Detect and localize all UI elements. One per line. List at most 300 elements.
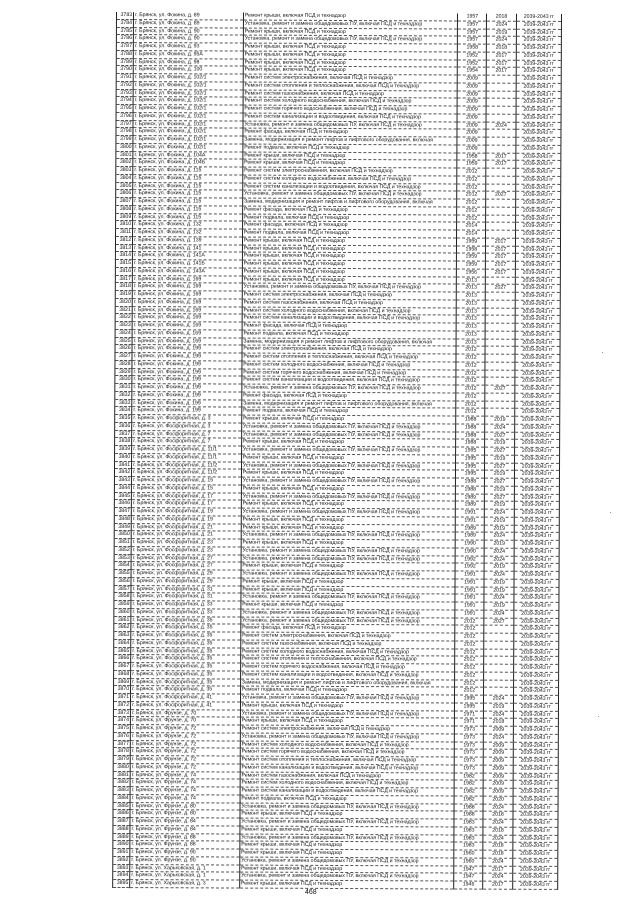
last-repair-cell: 2017 xyxy=(487,52,516,60)
last-repair-cell xyxy=(485,346,514,354)
service-cell: Установка, ремонт и замена общедомовых ПУ, включая ПСД и технадзор xyxy=(241,617,455,626)
year-built-cell: 1992 xyxy=(455,563,484,571)
row-number: 3830 xyxy=(115,376,132,384)
row-number: 3864 xyxy=(114,639,131,647)
address-cell: г. Брянск, ул. Фрунзе, д. 74 xyxy=(130,787,240,795)
year-built-cell: 2014 xyxy=(457,222,486,230)
plan-period-cell: 2039-2043 гг xyxy=(512,850,557,858)
service-cell: Ремонт крыши, включая ПСД и технадзор xyxy=(243,152,457,161)
plan-period-cell: 2039-2043 гг xyxy=(514,470,559,478)
last-repair-cell: 2017 xyxy=(486,261,515,269)
service-cell: Установка, ремонт и замена общедомовых ПУ, включая ПСД и технадзор xyxy=(241,493,455,502)
service-cell: Ремонт крыши, включая ПСД и технадзор xyxy=(240,865,454,874)
last-repair-cell: 2024 xyxy=(485,424,514,432)
year-built-cell: 1995 xyxy=(456,462,485,470)
service-cell: Установка, ремонт и замена общедомовых ПУ, включая ПСД и технадзор xyxy=(240,694,454,703)
plan-period-cell: 2039-2043 гг xyxy=(516,153,561,161)
year-built-cell: 1991 xyxy=(455,579,484,587)
row-number: 3811 xyxy=(116,229,133,237)
last-repair-cell: 2017 xyxy=(483,866,512,874)
service-cell: Замена, модернизация и ремонт лифтов и лифтового оборудования, включая xyxy=(243,136,457,145)
service-cell: Ремонт крыши, включая ПСД и технадзор xyxy=(242,245,456,254)
row-number: 3849 xyxy=(114,523,131,531)
service-cell: Установка, ремонт и замена общедомовых ПУ, включая ПСД и технадзор xyxy=(240,857,454,866)
last-repair-cell: 2024 xyxy=(485,532,514,540)
service-cell: Ремонт крыши, включая ПСД и технадзор xyxy=(240,841,454,850)
plan-period-cell: 2039-2043 гг xyxy=(516,75,561,83)
year-built-cell: 1957 xyxy=(458,21,487,29)
row-number: 3794 xyxy=(116,97,133,105)
last-repair-cell: 2024 xyxy=(487,21,516,29)
plan-period-cell: 2039-2043 гг xyxy=(513,780,558,788)
last-repair-cell: 2009 xyxy=(484,726,513,734)
year-built-cell: 2012 xyxy=(455,641,484,649)
last-repair-cell xyxy=(486,222,515,230)
service-cell: Ремонт систем электроснабжения, включая ПСД и технадзор xyxy=(240,725,454,734)
address-cell: г. Брянск, ул. Фокина, д. 132 xyxy=(133,221,243,229)
year-built-cell: 1991 xyxy=(455,602,484,610)
address-cell: г. Брянск, ул. Фосфоритная, д. 17 xyxy=(131,492,241,500)
last-repair-cell xyxy=(487,98,516,106)
address-cell: г. Брянск, ул. Фрунзе, д. 80 xyxy=(130,810,240,818)
row-number: 3895 xyxy=(113,879,130,887)
service-cell: Установка, ремонт и замена общедомовых ПУ, включая ПСД и технадзор xyxy=(243,20,457,29)
capital-repair-register-table xyxy=(112,12,562,890)
service-cell: Ремонт крыши, включая ПСД и технадзор xyxy=(240,810,454,819)
year-built-cell: 1959 xyxy=(457,253,486,261)
last-repair-cell: 2009 xyxy=(484,749,513,757)
row-number: 3819 xyxy=(115,290,132,298)
plan-period-cell: 2039-2043 гг xyxy=(514,571,559,579)
year-built-cell: 2012 xyxy=(457,207,486,215)
last-repair-cell: 2018 xyxy=(487,14,516,21)
year-built-cell: 2013 xyxy=(457,292,486,300)
row-number: 3862 xyxy=(114,624,131,632)
year-built-cell: 1988 xyxy=(456,478,485,486)
service-cell: Ремонт крыши, включая ПСД и технадзор xyxy=(240,849,454,858)
service-cell: Ремонт крыши, включая ПСД и технадзор xyxy=(243,66,457,75)
plan-period-cell: 2039-2043 гг xyxy=(516,83,561,91)
last-repair-cell: 2019 xyxy=(485,517,514,525)
row-number: 3826 xyxy=(115,345,132,353)
address-cell: г. Брянск, ул. Фосфоритная, д. 35 xyxy=(131,624,241,632)
address-cell: г. Брянск, ул. Фосфоритная, д. 17 xyxy=(131,500,241,508)
row-number: 3788 xyxy=(116,50,133,58)
address-cell: г. Брянск, ул. Фосфоритная, д. 21 xyxy=(131,523,241,531)
service-cell: Ремонт крыши, включая ПСД и технадзор xyxy=(242,237,456,246)
row-number: 3816 xyxy=(115,267,132,275)
plan-period-cell: 2039-2043 гг xyxy=(514,556,559,564)
address-cell: г. Брянск, ул. Фосфоритная, д. 35 xyxy=(131,655,241,663)
row-number: 3890 xyxy=(113,841,130,849)
last-repair-cell: 2020 xyxy=(484,796,513,804)
last-repair-cell: 2027 xyxy=(484,618,513,626)
service-cell: Ремонт крыши, включая ПСД и технадзор xyxy=(243,159,457,168)
service-cell: Ремонт систем газоснабжения, включая ПСД и технадзор xyxy=(241,640,455,649)
row-number: 3837 xyxy=(115,430,132,438)
address-cell: г. Брянск, ул. Фосфоритная, д. 31 xyxy=(131,593,241,601)
plan-period-cell: 2039-2043 гг xyxy=(515,176,560,184)
row-number: 3871 xyxy=(113,693,130,701)
address-cell: г. Брянск, ул. Фосфоритная, д. 29 xyxy=(131,570,241,578)
service-cell: Ремонт крыши, включая ПСД и технадзор xyxy=(243,13,457,21)
address-cell: г. Брянск, ул. Фрунзе, д. 90 xyxy=(130,849,240,857)
address-cell: г. Брянск, ул. Фосфоритная, д. 35 xyxy=(131,632,241,640)
year-built-cell: 2012 xyxy=(455,625,484,633)
year-built-cell: 2009 xyxy=(457,106,486,114)
last-repair-cell: 2024 xyxy=(487,36,516,44)
row-number: 3855 xyxy=(114,569,131,577)
service-cell: Ремонт крыши, включая ПСД и технадзор xyxy=(240,717,454,726)
plan-period-cell: 2039-2043 гг xyxy=(516,129,561,137)
service-cell: Ремонт систем горячего водоснабжения, включая ПСД и технадзор xyxy=(240,748,454,757)
plan-period-cell: 2039-2043 гг xyxy=(515,222,560,230)
row-number: 3874 xyxy=(113,717,130,725)
last-repair-cell: 2019 xyxy=(484,703,513,711)
row-number: 3856 xyxy=(114,577,131,585)
last-repair-cell: 2019 xyxy=(485,525,514,533)
service-cell: Ремонт крыши, включая ПСД и технадзор xyxy=(241,524,455,533)
plan-period-cell: 2039-2043 гг xyxy=(516,29,561,37)
address-cell: г. Брянск, ул. Фокина, д. 169 xyxy=(132,298,242,306)
address-cell: г. Брянск, ул. Фосфоритная, д. 35 xyxy=(131,678,241,686)
row-number: 3851 xyxy=(114,538,131,546)
address-cell: г. Брянск, ул. Фосфоритная, д. 33 xyxy=(131,608,241,616)
last-repair-cell: 2024 xyxy=(485,509,514,517)
row-number: 3786 xyxy=(116,35,133,43)
row-number: 3784 xyxy=(116,19,133,27)
last-repair-cell: 2018 xyxy=(487,44,516,52)
year-built-cell: 1973 xyxy=(455,726,484,734)
last-repair-cell: 2019 xyxy=(485,563,514,571)
address-cell: г. Брянск, ул. Фрунзе, д. 74 xyxy=(130,794,240,802)
plan-period-cell: 2039-2043 гг xyxy=(514,432,559,440)
year-built-cell: 2012 xyxy=(455,648,484,656)
address-cell: г. Брянск, ул. Фокина, д. 132 xyxy=(133,229,243,237)
last-repair-cell: 2018 xyxy=(483,850,512,858)
plan-period-cell: 2039-2043 гг xyxy=(516,36,561,44)
plan-period-cell: 2039-2043 гг xyxy=(513,819,558,827)
plan-period-cell: 2039-2043 гг xyxy=(513,726,558,734)
last-repair-cell xyxy=(486,145,515,153)
year-built-cell: 1995 xyxy=(456,470,485,478)
year-built-cell: 2013 xyxy=(456,323,485,331)
service-cell: Установка, ремонт и замена общедомовых ПУ, включая ПСД и технадзор xyxy=(243,35,457,44)
service-cell: Ремонт систем электроснабжения, включая ПСД и технадзор xyxy=(242,291,456,300)
plan-period-cell: 2039-2043 гг xyxy=(514,540,559,548)
year-built-cell: 2012 xyxy=(455,679,484,687)
year-built-cell: 1956 xyxy=(457,269,486,277)
service-cell: Ремонт систем канализации и водоотведения, включая ПСД и технадзор xyxy=(240,787,454,796)
address-cell: г. Брянск, ул. Фокина, д. 102/1 xyxy=(133,81,243,89)
row-number: 3844 xyxy=(114,484,131,492)
last-repair-cell xyxy=(484,687,513,695)
service-cell: Ремонт систем электроснабжения, включая ПСД и технадзор xyxy=(243,74,457,83)
last-repair-cell: 2018 xyxy=(483,811,512,819)
year-built-cell: 2009 xyxy=(457,137,486,145)
address-cell: г. Брянск, ул. Фрунзе, д. 72 xyxy=(130,740,240,748)
address-cell: г. Брянск, ул. Фокина, д. 199 xyxy=(132,360,242,368)
plan-period-cell: 2039-2043 гг xyxy=(513,835,558,843)
last-repair-cell: 2024 xyxy=(484,711,513,719)
service-cell: Ремонт систем холодного водоснабжения, включая ПСД и технадзор xyxy=(240,779,454,788)
year-built-cell: 2012 xyxy=(457,199,486,207)
address-cell: г. Брянск, ул. Фосфоритная, д. 15 xyxy=(132,477,242,485)
service-cell: Ремонт фасада, включая ПСД и технадзор xyxy=(242,206,456,215)
year-built-cell: 1989 xyxy=(456,493,485,501)
scan-speck xyxy=(602,352,603,353)
row-number: 3847 xyxy=(114,507,131,515)
service-cell: Замена, модернизация и ремонт лифтов и лифтового оборудования, включая xyxy=(242,338,456,347)
year-built-cell: 1995 xyxy=(455,703,484,711)
address-cell: г. Брянск, ул. Фрунзе, д. 70 xyxy=(131,709,241,717)
row-number: 3878 xyxy=(113,748,130,756)
year-built-cell: 2012 xyxy=(456,408,485,416)
address-cell: г. Брянск, ул. Фокина, д. 169 xyxy=(132,291,242,299)
row-number: 3796 xyxy=(116,112,133,120)
plan-period-cell: 2039-2043 гг xyxy=(515,323,560,331)
year-built-cell: 1957 xyxy=(458,13,487,20)
address-cell: г. Брянск, ул. Фрунзе, д. 70 xyxy=(131,717,241,725)
row-number: 3832 xyxy=(115,391,132,399)
row-number: 3863 xyxy=(114,631,131,639)
year-built-cell: 1983 xyxy=(454,827,483,835)
year-built-cell: 2012 xyxy=(457,168,486,176)
year-built-cell: 2009 xyxy=(457,90,486,98)
scan-speck xyxy=(598,716,599,717)
row-number: 3887 xyxy=(113,817,130,825)
year-built-cell: 1958 xyxy=(458,44,487,52)
plan-period-cell: 2039-2043 гг xyxy=(515,269,560,277)
service-cell: Ремонт систем газоснабжения, включая ПСД и технадзор xyxy=(242,299,456,308)
plan-period-cell: 2039-2043 гг xyxy=(515,277,560,285)
last-repair-cell: 2019 xyxy=(487,29,516,37)
service-cell: Ремонт систем электроснабжения, включая ПСД и технадзор xyxy=(242,345,456,354)
year-built-cell: 2012 xyxy=(455,617,484,625)
address-cell: г. Брянск, ул. Фосфоритная, д. 15 xyxy=(132,484,242,492)
plan-period-cell: 2039-2043 гг xyxy=(514,455,559,463)
year-built-cell: 1973 xyxy=(455,741,484,749)
address-cell: г. Брянск, ул. Фокина, д. 199 xyxy=(132,353,242,361)
row-number: 3820 xyxy=(115,298,132,306)
row-number: 3783 xyxy=(116,12,133,19)
year-built-cell: 1991 xyxy=(455,586,484,594)
address-cell: г. Брянск, ул. Фокина, д. 199 xyxy=(132,368,242,376)
plan-period-cell: 2039-2043 гг xyxy=(515,191,560,199)
year-built-cell: 1958 xyxy=(457,245,486,253)
row-number: 3853 xyxy=(114,554,131,562)
last-repair-cell xyxy=(486,323,515,331)
last-repair-cell xyxy=(484,680,513,688)
service-cell: Установка, ремонт и замена общедомовых ПУ, включая ПСД и технадзор xyxy=(241,547,455,556)
address-cell: г. Брянск, ул. Фокина, д. 169 xyxy=(132,314,242,322)
last-repair-cell xyxy=(485,401,514,409)
year-built-cell: 2012 xyxy=(456,346,485,354)
address-cell: г. Брянск, ул. Фокина, д. 102/1 xyxy=(133,120,243,128)
row-number: 3883 xyxy=(113,786,130,794)
row-number: 3798 xyxy=(116,128,133,136)
year-built-cell: 1954 xyxy=(458,67,487,75)
year-built-cell: 1947 xyxy=(454,865,483,873)
last-repair-cell: 2017 xyxy=(486,160,515,168)
address-cell: г. Брянск, ул. Фосфоритная, д. 19 xyxy=(131,508,241,516)
year-built-cell: 2009 xyxy=(457,114,486,122)
year-built-cell: 1988 xyxy=(456,439,485,447)
year-built-cell: 1959 xyxy=(457,238,486,246)
year-built-cell: 1995 xyxy=(456,447,485,455)
row-number: 3866 xyxy=(114,655,131,663)
service-cell: Ремонт крыши, включая ПСД и технадзор xyxy=(240,702,454,711)
service-cell: Установка, ремонт и замена общедомовых ПУ, включая ПСД и технадзор xyxy=(240,733,454,742)
row-number: 3894 xyxy=(113,872,130,880)
last-repair-cell xyxy=(486,331,515,339)
service-cell: Замена, модернизация и ремонт лифтов и лифтового оборудования, включая xyxy=(242,198,456,207)
year-built-cell: 2013 xyxy=(457,284,486,292)
plan-period-cell: 2039-2043 гг xyxy=(514,610,559,618)
row-number: 3833 xyxy=(115,399,132,407)
service-cell: Ремонт крыши, включая ПСД и технадзор xyxy=(241,454,455,463)
row-number: 3797 xyxy=(116,120,133,128)
service-cell: Установка, ремонт и замена общедомовых ПУ, включая ПСД и технадзор xyxy=(241,555,455,564)
year-built-cell: 1989 xyxy=(456,501,485,509)
plan-period-cell: 2039-2043 гг xyxy=(513,742,558,750)
service-cell: Ремонт систем электроснабжения, включая ПСД и технадзор xyxy=(243,167,457,176)
service-cell: Ремонт систем канализации и водоотведения, включая ПСД и технадзор xyxy=(240,671,454,680)
address-cell: г. Брянск, ул. Фосфоритная, д. 35 xyxy=(131,647,241,655)
service-cell: Ремонт крыши, включая ПСД и технадзор xyxy=(243,59,457,68)
last-repair-cell: 2024 xyxy=(484,610,513,618)
last-repair-cell: 2019 xyxy=(485,439,514,447)
year-built-cell: 1947 xyxy=(454,873,483,881)
row-number: 3818 xyxy=(115,283,132,291)
last-repair-cell: 2027 xyxy=(485,447,514,455)
plan-period-cell: 2039-2043 гг xyxy=(514,416,559,424)
last-repair-cell xyxy=(487,91,516,99)
plan-period-cell: 2039-2043 гг xyxy=(515,354,560,362)
year-built-cell: 2014 xyxy=(457,230,486,238)
address-cell: г. Брянск, ул. Фокина, д. 98 xyxy=(133,58,243,66)
row-number: 3848 xyxy=(114,515,131,523)
plan-period-cell: 2039-2043 гг xyxy=(515,370,560,378)
last-repair-cell xyxy=(484,656,513,664)
service-cell: Ремонт систем газоснабжения, включая ПСД и технадзор xyxy=(240,772,454,781)
plan-period-cell: 2039-2043 гг xyxy=(513,703,558,711)
address-cell: г. Брянск, ул. Фокина, д. 115 xyxy=(133,190,243,198)
plan-period-cell: 2039-2043 гг xyxy=(516,98,561,106)
last-repair-cell xyxy=(486,184,515,192)
service-cell: Замена, модернизация и ремонт лифтов и лифтового оборудования, включая xyxy=(242,400,456,409)
plan-period-cell: 2039-2043 гг xyxy=(514,509,559,517)
last-repair-cell: 2019 xyxy=(485,416,514,424)
address-cell: г. Брянск, ул. Фокина, д. 141А xyxy=(133,252,243,260)
last-repair-cell: 2017 xyxy=(486,238,515,246)
plan-period-cell: 2039-2043 гг xyxy=(513,718,558,726)
plan-period-cell: 2039-2043 гг xyxy=(513,625,558,633)
address-cell: г. Брянск, ул. Фокина, д. 115 xyxy=(133,167,243,175)
row-number: 3865 xyxy=(114,647,131,655)
plan-period-cell: 2039-2043 гг xyxy=(512,858,557,866)
year-built-cell: 1995 xyxy=(455,695,484,703)
year-built-cell: 1971 xyxy=(455,718,484,726)
row-number: 3846 xyxy=(114,500,131,508)
row-number: 3787 xyxy=(116,43,133,51)
row-number: 3850 xyxy=(114,531,131,539)
service-cell: Ремонт систем горячего водоснабжения, включая ПСД и технадзор xyxy=(242,369,456,378)
address-cell: г. Брянск, ул. Фосфоритная, д. 21 xyxy=(131,531,241,539)
year-built-cell: 2013 xyxy=(456,331,485,339)
last-repair-cell: 2018 xyxy=(484,718,513,726)
last-repair-cell xyxy=(485,408,514,416)
plan-period-cell: 2039-2043 гг xyxy=(515,215,560,223)
service-cell: Ремонт систем холодного водоснабжения, включая ПСД и технадзор xyxy=(243,97,457,106)
year-built-cell: 1983 xyxy=(454,834,483,842)
last-repair-cell: 2024 xyxy=(484,594,513,602)
plan-period-cell: 2039-2043 гг xyxy=(514,463,559,471)
plan-period-cell: 2039-2043 гг xyxy=(515,184,560,192)
plan-period-cell: 2039-2043 гг xyxy=(514,501,559,509)
service-cell: Ремонт крыши, включая ПСД и технадзор xyxy=(242,415,456,424)
plan-period-cell: 2039-2043 гг xyxy=(514,478,559,486)
plan-period-cell: 2039-2043 гг xyxy=(514,525,559,533)
address-cell: г. Брянск, ул. Фрунзе, д. 74 xyxy=(130,771,240,779)
last-repair-cell: 2027 xyxy=(486,284,515,292)
last-repair-cell xyxy=(486,207,515,215)
service-cell: Ремонт подвала, включая ПСД и технадзор xyxy=(243,144,457,153)
service-cell: Ремонт систем газоснабжения, включая ПСД и технадзор xyxy=(243,90,457,99)
service-cell: Ремонт систем холодного водоснабжения, включая ПСД и технадзор xyxy=(240,741,454,750)
row-number: 3885 xyxy=(113,802,130,810)
row-number: 3854 xyxy=(114,562,131,570)
service-cell: Ремонт систем канализации и водоотведения, включая ПСД и технадзор xyxy=(243,113,457,122)
last-repair-cell: 2024 xyxy=(484,695,513,703)
row-number: 3880 xyxy=(113,763,130,771)
year-built-cell: 1960 xyxy=(454,850,483,858)
plan-period-cell: 2039-2043 гг xyxy=(514,548,559,556)
service-cell: Ремонт крыши, включая ПСД и технадзор xyxy=(241,586,455,595)
last-repair-cell: 2024 xyxy=(484,734,513,742)
plan-period-cell: 2039-2043 гг xyxy=(513,796,558,804)
last-repair-cell: 2009 xyxy=(484,765,513,773)
row-number: 3790 xyxy=(116,66,133,74)
service-cell: Установка, ремонт и замена общедомовых ПУ, включая ПСД и технадзор xyxy=(240,803,454,812)
plan-period-cell: 2039-2043 гг xyxy=(514,532,559,540)
service-cell: Ремонт крыши, включая ПСД и технадзор xyxy=(243,43,457,52)
plan-period-cell: 2039-2043 гг xyxy=(513,749,558,757)
address-cell: г. Брянск, ул. Фосфоритная, д. 27 xyxy=(131,562,241,570)
service-cell: Ремонт крыши, включая ПСД и технадзор xyxy=(241,562,455,571)
row-number: 3839 xyxy=(115,445,132,453)
address-cell: г. Брянск, ул. Фосфоритная, д. 3 xyxy=(132,415,242,423)
last-repair-cell: 2009 xyxy=(484,742,513,750)
plan-period-cell: 2039-2043 гг xyxy=(515,362,560,370)
address-cell: г. Брянск, ул. Фокина, д. 169 xyxy=(132,337,242,345)
service-cell: Ремонт фасада, включая ПСД и технадзор xyxy=(242,392,456,401)
last-repair-cell: 2024 xyxy=(486,122,515,130)
year-built-cell: 2013 xyxy=(456,300,485,308)
address-cell: г. Брянск, ул. Фосфоритная, д. 3 xyxy=(132,422,242,430)
address-cell: г. Брянск, ул. Фосфоритная, д. 35 xyxy=(131,639,241,647)
last-repair-cell: 2024 xyxy=(485,548,514,556)
row-number: 3875 xyxy=(113,724,130,732)
plan-period-cell: 2039-2043 гг xyxy=(512,873,557,881)
address-cell: г. Брянск, ул. Фосфоритная, д. 35 xyxy=(131,663,241,671)
plan-period-cell: 2039-2043 гг xyxy=(515,246,560,254)
plan-period-cell: 2039-2043 гг xyxy=(513,649,558,657)
address-cell: г. Брянск, ул. Фрунзе, д. 84 xyxy=(130,825,240,833)
address-cell: г. Брянск, ул. Фосфоритная, д. 27 xyxy=(131,554,241,562)
service-cell: Ремонт систем холодного водоснабжения, включая ПСД и технадзор xyxy=(242,361,456,370)
service-cell: Установка, ремонт и замена общедомовых ПУ, включая ПСД и технадзор xyxy=(243,190,457,199)
